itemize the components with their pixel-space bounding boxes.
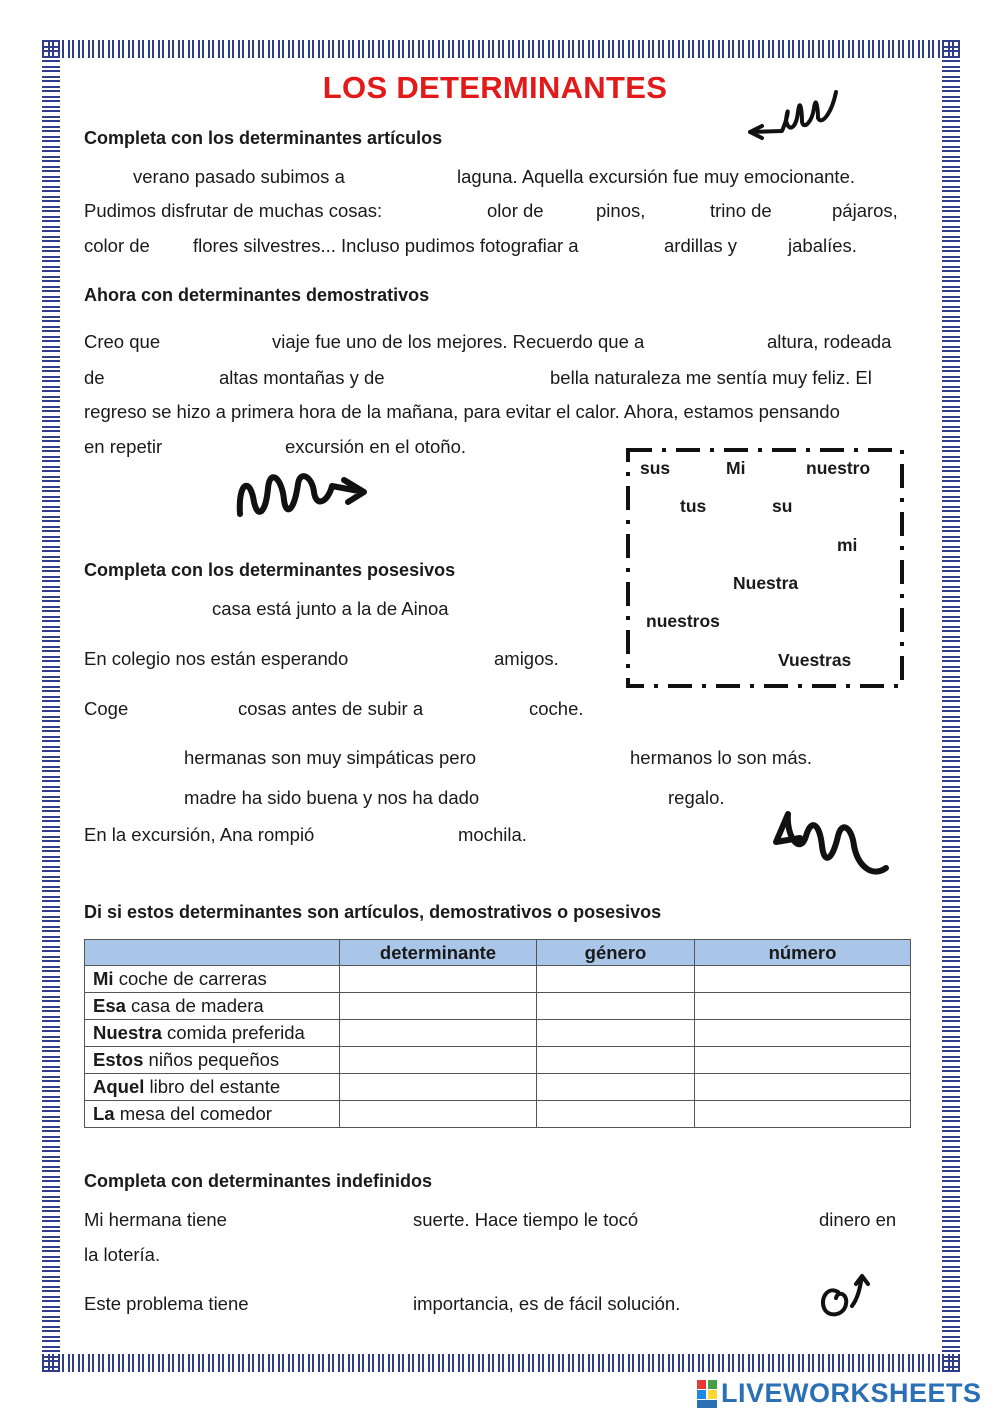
determiner-word: Mi [93, 968, 114, 989]
determiner-word: La [93, 1103, 115, 1124]
text-segment: en repetir [84, 436, 163, 457]
determiner-word: Nuestra [93, 1022, 162, 1043]
text-segment: dinero en [819, 1209, 897, 1230]
word-bank-item: Mi [726, 458, 746, 478]
determiner-word: Estos [93, 1049, 144, 1070]
page-border-right [942, 40, 960, 1372]
answer-cell-determinante[interactable] [340, 1074, 537, 1101]
text-segment: excursión en el otoño. [285, 436, 467, 457]
table-row-label [85, 966, 340, 993]
page-border-bottom [42, 1354, 960, 1372]
answer-cell-determinante[interactable] [340, 1020, 537, 1047]
text-segment: coche. [529, 698, 584, 719]
logo-text: LIVEWORKSHEETS [721, 1378, 982, 1408]
text-segment: hermanos lo son más. [630, 747, 813, 768]
table-row [85, 1047, 911, 1074]
text-segment: pájaros, [832, 200, 898, 221]
table-header-cell: número [695, 940, 911, 966]
word-bank-item: tus [680, 496, 707, 516]
squiggle-wave-icon [232, 462, 372, 524]
word-bank [626, 448, 904, 688]
word-bank-item: sus [640, 458, 671, 478]
table-row-label [85, 1020, 340, 1047]
answer-cell-determinante[interactable] [340, 966, 537, 993]
section-heading-posesivos: Completa con los determinantes posesivos [84, 560, 456, 580]
text-segment: importancia, es de fácil solución. [413, 1293, 681, 1314]
answer-cell-determinante[interactable] [340, 1047, 537, 1074]
word-bank-item: su [772, 496, 793, 516]
table-row-label [85, 993, 340, 1020]
word-bank-item: mi [837, 535, 858, 555]
answer-cell-determinante[interactable] [340, 1101, 537, 1128]
table-row-label [85, 1074, 340, 1101]
text-segment: color de [84, 235, 150, 256]
text-segment: viaje fue uno de los mejores. Recuerdo que a [272, 331, 645, 352]
text-segment: Mi hermana tiene [84, 1209, 227, 1230]
answer-cell-genero[interactable] [537, 1047, 695, 1074]
table-row [85, 1101, 911, 1128]
word-bank-item: Vuestras [778, 650, 852, 670]
answer-cell-genero[interactable] [537, 993, 695, 1020]
table-header-cell: género [537, 940, 695, 966]
word-bank-item: Nuestra [733, 573, 799, 593]
table-row [85, 993, 911, 1020]
text-segment: bella naturaleza me sentía muy feliz. El [550, 367, 872, 388]
page-border-left [42, 40, 60, 1372]
logo-icon [697, 1380, 717, 1408]
text-segment: jabalíes. [788, 235, 857, 256]
answer-cell-numero[interactable] [695, 966, 911, 993]
table-row [85, 1074, 911, 1101]
page-border-top [42, 40, 960, 58]
table-row-label [85, 1047, 340, 1074]
table-row-label [85, 1101, 340, 1128]
section-heading-clasificar: Di si estos determinantes son artículos, demostrativos o posesivos [84, 902, 662, 922]
section-heading-articulos: Completa con los determinantes artículos [84, 128, 443, 148]
word-bank-item: nuestro [806, 458, 871, 478]
page-title: LOS DETERMINANTES [322, 70, 668, 105]
text-segment: En colegio nos están esperando [84, 648, 349, 669]
answer-cell-genero[interactable] [537, 1101, 695, 1128]
table-row [85, 966, 911, 993]
noun-phrase: comida preferida [161, 1022, 305, 1043]
answer-cell-determinante[interactable] [340, 993, 537, 1020]
determiner-word: Aquel [93, 1076, 145, 1097]
text-segment: olor de [487, 200, 544, 221]
text-segment: madre ha sido buena y nos ha dado [184, 787, 480, 808]
text-segment: trino de [710, 200, 772, 221]
noun-phrase: casa de madera [125, 995, 264, 1016]
table-row [85, 1020, 911, 1047]
table-header-row [85, 940, 911, 966]
text-segment: la lotería. [84, 1244, 161, 1265]
section-heading-demostrativos: Ahora con determinantes demostrativos [84, 285, 430, 305]
squiggle-hook-icon [766, 806, 894, 890]
text-segment: flores silvestres... Incluso pudimos fotografiar a [193, 235, 579, 256]
text-segment: regreso se hizo a primera hora de la mañana, para evitar el calor. Ahora, estamos pensando [84, 401, 840, 422]
noun-phrase: niños pequeños [143, 1049, 280, 1070]
text-segment: pinos, [596, 200, 646, 221]
text-segment: En la excursión, Ana rompió [84, 824, 315, 845]
answer-cell-numero[interactable] [695, 1074, 911, 1101]
determiner-word: Esa [93, 995, 126, 1016]
text-segment: regalo. [668, 787, 725, 808]
answer-cell-genero[interactable] [537, 1074, 695, 1101]
answer-cell-genero[interactable] [537, 1020, 695, 1047]
answer-cell-numero[interactable] [695, 1101, 911, 1128]
text-segment: cosas antes de subir a [238, 698, 424, 719]
text-segment: Pudimos disfrutar de muchas cosas: [84, 200, 383, 221]
table-header-cell: determinante [340, 940, 537, 966]
text-segment: suerte. Hace tiempo le tocó [413, 1209, 639, 1230]
text-segment: ardillas y [664, 235, 737, 256]
table-header-cell [85, 940, 340, 966]
word-bank-item: nuestros [646, 611, 720, 631]
text-segment: altas montañas y de [219, 367, 385, 388]
squiggle-arrow-icon [742, 82, 842, 144]
text-segment: Este problema tiene [84, 1293, 249, 1314]
text-segment: laguna. Aquella excursión fue muy emocionante. [457, 166, 856, 187]
answer-cell-numero[interactable] [695, 1047, 911, 1074]
noun-phrase: mesa del comedor [114, 1103, 272, 1124]
text-segment: amigos. [494, 648, 559, 669]
text-segment: verano pasado subimos a [133, 166, 345, 187]
text-segment: Coge [84, 698, 129, 719]
text-segment: altura, rodeada [767, 331, 892, 352]
section-heading-indefinidos: Completa con determinantes indefinidos [84, 1171, 433, 1191]
noun-phrase: libro del estante [144, 1076, 281, 1097]
noun-phrase: coche de carreras [113, 968, 267, 989]
text-segment: casa está junto a la de Ainoa [212, 598, 449, 619]
answer-cell-numero[interactable] [695, 1020, 911, 1047]
answer-cell-genero[interactable] [537, 966, 695, 993]
text-segment: Creo que [84, 331, 161, 352]
text-segment: de [84, 367, 105, 388]
word-bank-border [626, 448, 904, 688]
squiggle-spiral-icon [816, 1268, 886, 1322]
classification-table [84, 939, 911, 1128]
answer-cell-numero[interactable] [695, 993, 911, 1020]
text-segment: mochila. [458, 824, 527, 845]
text-segment: hermanas son muy simpáticas pero [184, 747, 477, 768]
